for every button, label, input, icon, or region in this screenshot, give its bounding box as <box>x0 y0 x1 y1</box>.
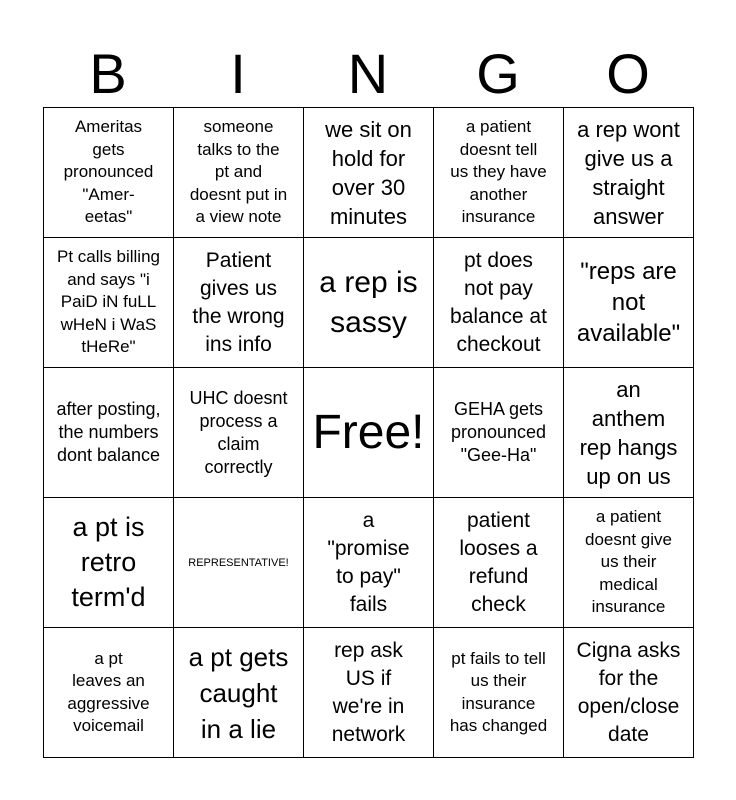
cell-text: a rep is sassy <box>319 265 418 339</box>
bingo-cell[interactable] <box>44 108 174 238</box>
bingo-board <box>43 107 694 758</box>
cell-text: a pt is retro term'd <box>71 512 146 612</box>
cell-text: a rep wont give us a straight answer <box>577 116 680 229</box>
bingo-cell[interactable] <box>564 628 694 758</box>
bingo-cell[interactable] <box>434 108 564 238</box>
bingo-cell[interactable] <box>44 628 174 758</box>
cell-text: a "promise to pay" fails <box>327 508 410 616</box>
bingo-cell[interactable] <box>304 108 434 238</box>
bingo-cell[interactable] <box>304 498 434 628</box>
cell-text: REPRESENTATIVE! <box>188 556 289 569</box>
cell-text: an anthem rep hangs up on us <box>579 376 678 489</box>
bingo-cell[interactable] <box>174 368 304 498</box>
header-letter-o: O <box>606 42 650 105</box>
cell-text: pt does not pay balance at checkout <box>450 248 547 356</box>
bingo-cell[interactable] <box>564 108 694 238</box>
cell-text: we sit on hold for over 30 minutes <box>325 116 412 229</box>
cell-text: a patient doesnt tell us they have another insurance <box>450 117 547 227</box>
cell-text: pt fails to tell us their insurance has changed <box>449 648 548 735</box>
cell-text: rep ask US if we're in network <box>331 638 406 746</box>
header-letter-i: I <box>230 42 246 105</box>
free-space-text: Free! <box>312 405 425 459</box>
cell-text: a pt gets caught in a lie <box>188 641 289 744</box>
cell-text: a pt leaves an aggressive voicemail <box>67 648 150 735</box>
cell-text: GEHA gets pronounced "Gee-Ha" <box>450 399 547 465</box>
cell-text: UHC doesnt process a claim correctly <box>189 387 288 477</box>
header-letter-n: N <box>347 42 389 105</box>
cell-text: "reps are not available" <box>576 258 681 347</box>
bingo-cell[interactable] <box>174 238 304 368</box>
bingo-header <box>43 40 693 108</box>
bingo-cell[interactable] <box>434 628 564 758</box>
bingo-cell-free[interactable] <box>304 368 434 498</box>
cell-text: after posting, the numbers dont balance <box>56 399 161 465</box>
bingo-cell[interactable] <box>434 368 564 498</box>
bingo-cell[interactable] <box>564 498 694 628</box>
bingo-cell[interactable] <box>44 368 174 498</box>
bingo-cell[interactable] <box>304 628 434 758</box>
bingo-cell[interactable] <box>434 498 564 628</box>
cell-text: Cigna asks for the open/close date <box>576 638 681 746</box>
header-letter-b: B <box>89 42 127 105</box>
bingo-cell[interactable] <box>174 108 304 238</box>
bingo-cell[interactable] <box>44 498 174 628</box>
bingo-cell[interactable] <box>434 238 564 368</box>
bingo-cell[interactable] <box>564 238 694 368</box>
cell-text: Ameritas gets pronounced "Amer- eetas" <box>63 117 154 227</box>
cell-text: Pt calls billing and says "i PaiD iN fuLL wHeN i WaS tHeRe" <box>57 247 160 357</box>
cell-text: a patient doesnt give us their medical insurance <box>585 507 672 617</box>
cell-text: Patient gives us the wrong ins info <box>192 248 285 356</box>
cell-text: patient looses a refund check <box>459 508 538 616</box>
cell-text: someone talks to the pt and doesnt put in a view note <box>189 117 288 227</box>
bingo-cell[interactable] <box>174 628 304 758</box>
bingo-cell[interactable] <box>564 368 694 498</box>
bingo-cell[interactable] <box>174 498 304 628</box>
bingo-cell[interactable] <box>304 238 434 368</box>
bingo-cell[interactable] <box>44 238 174 368</box>
header-letter-g: G <box>476 42 520 105</box>
